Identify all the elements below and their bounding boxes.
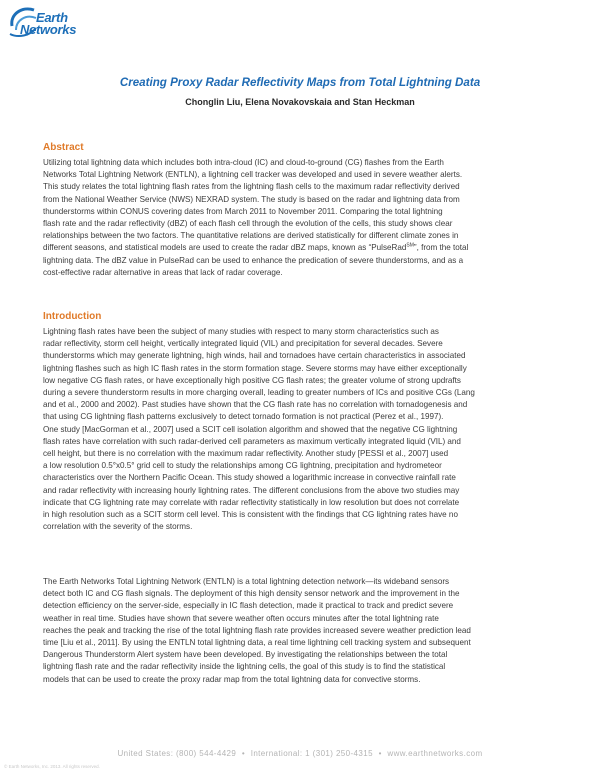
text-line: Dangerous Thunderstorm Alert system have been developed. By investigating the relationships between the total bbox=[43, 650, 448, 660]
text-line: and et al., 2000 and 2002). Past studies have shown that the CG flash rate has no correlation with tornadogenesis and bbox=[43, 400, 468, 410]
text-line: reaches the peak and tracking the rise of the total lightning flash rate provides increased severe weather prediction lead bbox=[43, 625, 471, 635]
logo-text-line1: Earth bbox=[36, 10, 68, 25]
text-line: radar reflectivity, storm cell height, vertically integrated liquid (VIL) and precipitation for several decades. Severe bbox=[43, 339, 443, 349]
service-mark: SM bbox=[406, 242, 414, 249]
text-line: This study relates the total lightning flash rates from the lightning flash cells to the maximum radar reflectivity derived bbox=[43, 182, 460, 192]
text-line: detect both IC and CG flash signals. The deployment of this high density sensor network and the improvement in the bbox=[43, 589, 460, 599]
paper-authors: Chonglin Liu, Elena Novakovskaia and Stan Heckman bbox=[185, 97, 415, 107]
footer-phone-us: United States: (800) 544-4429 bbox=[117, 749, 237, 758]
text-line: Lightning flash rates have been the subject of many studies with respect to many storm characteristics such as bbox=[43, 327, 439, 336]
text-line: The Earth Networks Total Lightning Network (ENTLN) is a total lightning detection network—its wideband sensors bbox=[43, 577, 450, 586]
text-line: correlation with the severity of the storms. bbox=[43, 522, 193, 532]
page-footer bbox=[0, 749, 600, 758]
text-line: One study [MacGorman et al., 2007] used a SCIT cell isolation algorithm and showed that the negative CG lightning bbox=[43, 424, 458, 434]
text-line: cost-effective radar alternative in areas that lack of radar coverage. bbox=[43, 267, 283, 277]
footer-separator: • bbox=[241, 749, 246, 758]
logo-text-line2: Networks bbox=[20, 22, 77, 37]
text-line: lightning flashes such as high IC flash rates in the storm formation stage. Severe storms may have either exceptionally bbox=[43, 363, 467, 373]
text-line bbox=[43, 242, 563, 254]
footer-phone-international: International: 1 (301) 250-4315 bbox=[250, 749, 373, 758]
introduction-paragraph-1 bbox=[43, 326, 563, 533]
earth-networks-logo bbox=[6, 4, 88, 46]
text-line: weather in real time. Studies have shown that severe weather often occurs minutes after the total lightning rate bbox=[43, 613, 439, 623]
text-line: Utilizing total lightning data which includes both intra-cloud (IC) and cloud-to-ground (CG) flashes from the Earth bbox=[43, 158, 444, 167]
text-line: that using CG lightning flash patterns exclusively to detect tornado formation is not practical (Perez et al., 1997). bbox=[43, 412, 444, 422]
text-line: lightning flash rate and the radar reflectivity inside the lightning cells, the goal of this study is to find the statistical bbox=[43, 662, 446, 672]
text-line: low negative CG flash rates, or have exceptionally high positive CG flash rates; the greater volume of strong updrafts bbox=[43, 375, 461, 385]
text-line: in high resolution such as a SCIT storm cell level. This is consistent with the findings that CG lightning rates have no bbox=[43, 510, 458, 520]
text-fragment: different seasons, and statistical models are used to create the radar dBZ maps, known as “PulseRad bbox=[43, 243, 407, 253]
text-line: flash rates have correlation with such radar-derived cell parameters as maximum vertically integrated liquid (VIL) and bbox=[43, 436, 461, 446]
text-line: cell height, but there is no correlation with the maximum radar reflectivity. Another study [PESSI et al., 2007] used bbox=[43, 449, 449, 459]
text-line: during a severe thunderstorm results in more charging overall, leading to greater numbers of ICs and positive CGs (Lang bbox=[43, 388, 475, 398]
text-line: a low resolution 0.5°x0.5° grid cell to study the relationships among CG lightning, precipitation and hydrometeor bbox=[43, 461, 442, 471]
text-line: detection efficiency on the server-side, especially in IC flash detection, made it practical to track and predict severe bbox=[43, 601, 454, 611]
abstract-heading: Abstract bbox=[43, 142, 84, 153]
text-line: thunderstorms which may generate lightning, high winds, hail and tornadoes have certain characteristics in associated bbox=[43, 351, 466, 361]
introduction-heading: Introduction bbox=[43, 311, 102, 322]
text-line: indicate that CG lightning rate may correlate with radar reflectivity statistically in low resolution but does not correlate bbox=[43, 497, 460, 507]
footer-website-link[interactable]: www.earthnetworks.com bbox=[387, 749, 483, 758]
text-line: characteristics over the Northern Pacific Ocean. This study showed a logarithmic increase in convective rainfall rate bbox=[43, 473, 456, 483]
introduction-paragraph-2 bbox=[43, 576, 563, 686]
copyright-notice: © Earth Networks, Inc. 2013. All rights reserved. bbox=[4, 764, 100, 769]
text-line: flash rate and the radar reflectivity (dBZ) of each flash cell through the evolution of the cells, this study shows clear bbox=[43, 219, 453, 229]
paper-title: Creating Proxy Radar Reflectivity Maps from Total Lightning Data bbox=[119, 76, 481, 89]
text-line: time [Liu et al., 2011]. By using the ENTLN total lightning data, a real time lightning cell tracking system and subsequent bbox=[43, 638, 471, 648]
text-fragment: ”, from the total bbox=[413, 243, 469, 253]
text-line: from the National Weather Service (NWS) NEXRAD system. The study is based on the radar and lightning data from bbox=[43, 194, 460, 204]
text-line: models that can be used to create the proxy radar map from the total lightning data for convective storms. bbox=[43, 674, 421, 684]
text-line: relationships between the two factors. The quantitative relations are derived statistically for different climate zones in bbox=[43, 231, 459, 241]
footer-separator: • bbox=[378, 749, 382, 758]
text-line: lightning data. The dBZ value in PulseRad can be used to enhance the predication of severe thunderstorms, and as a bbox=[43, 255, 464, 265]
abstract-body bbox=[43, 157, 563, 279]
text-line: and radar reflectivity with increasing hourly lightning rates. The different conclusions from the above two studies may bbox=[43, 485, 460, 495]
text-line: Networks Total Lightning Network (ENTLN), a lightning cell tracker was developed and used in severe weather alerts. bbox=[43, 170, 463, 180]
text-line: thunderstorms within CONUS covering dates from March 2011 to November 2011. Comparing the total lightning bbox=[43, 206, 443, 216]
